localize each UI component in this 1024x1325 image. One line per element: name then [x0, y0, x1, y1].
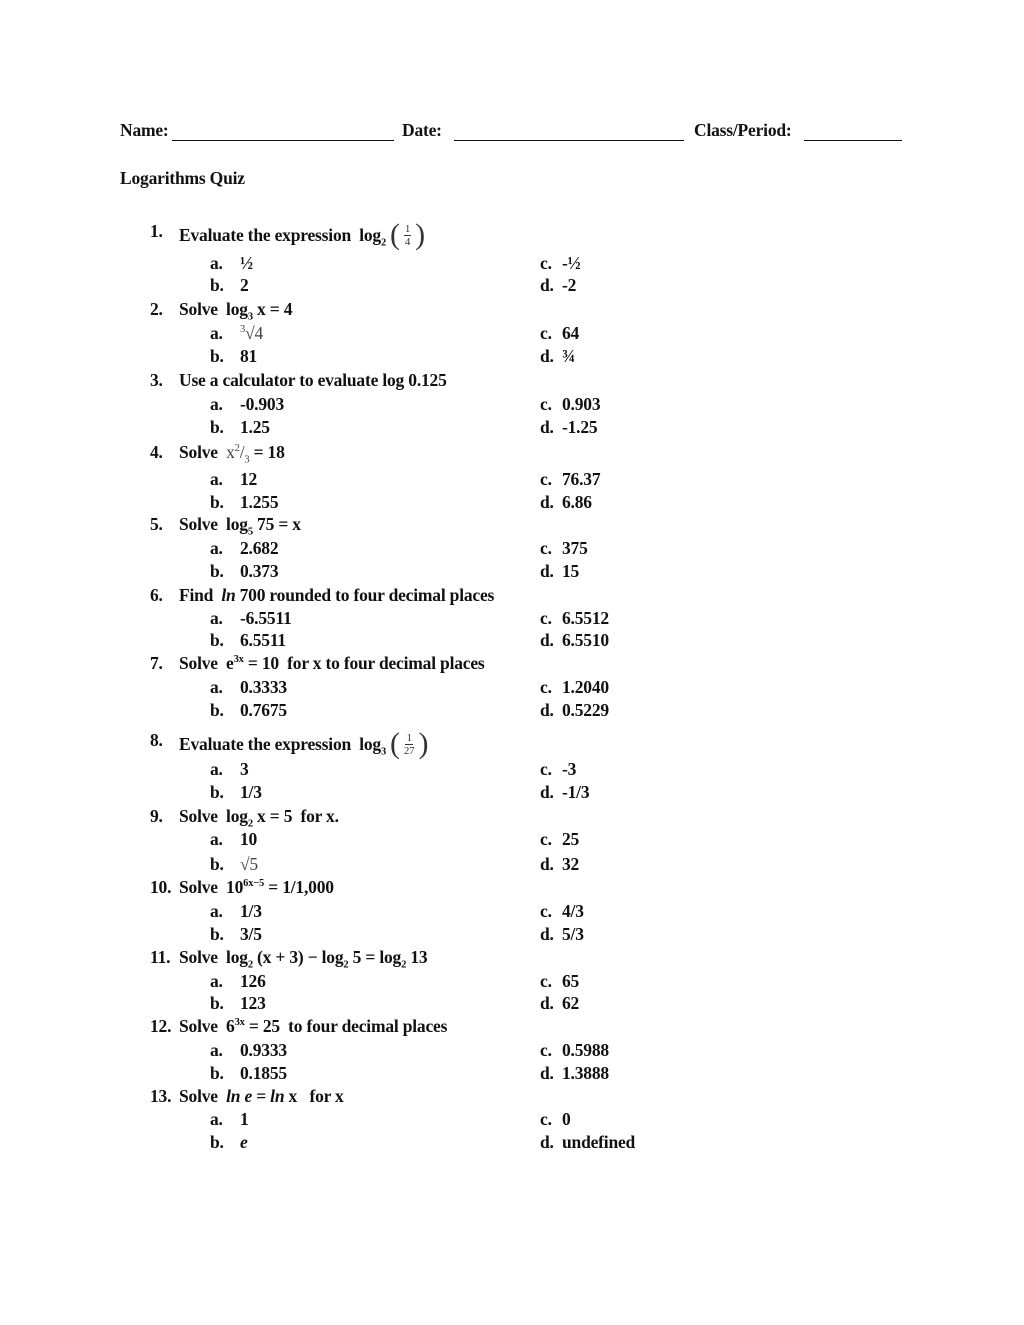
fraction: $\frac{1}{4}$ — [404, 222, 411, 248]
option-d[interactable]: d. ¾ — [540, 346, 575, 366]
option-d[interactable]: d. 15 — [540, 561, 580, 581]
option-d[interactable]: d. 0.5229 — [540, 700, 609, 720]
option-a[interactable]: a. -0.903 — [210, 394, 285, 414]
question-text: Evaluate the expression $\log_2$ ( $\frac{1}{4}$ ) — [179, 218, 425, 251]
question-text: Solve $\log_3 x = 4$ — [179, 299, 293, 323]
option-a[interactable]: a. -6.5511 — [210, 608, 292, 628]
question-number: 11. — [150, 947, 171, 967]
option-d[interactable]: d. undefined — [540, 1132, 636, 1152]
math-expression: $\log_5 75 = x$ — [221, 514, 301, 538]
date-label: Date: — [402, 120, 442, 140]
option-c[interactable]: c. 375 — [540, 538, 588, 558]
question-number: 9. — [150, 806, 163, 826]
name-field[interactable] — [120, 120, 169, 144]
math-expression: $\log_2 x = 5$ — [221, 806, 297, 830]
date-field[interactable] — [402, 120, 442, 144]
option-a[interactable]: a. 3 — [210, 759, 249, 779]
option-d[interactable]: d. 6.5510 — [540, 630, 609, 650]
option-d[interactable]: d. 5/3 — [540, 924, 584, 944]
option-a[interactable]: a. 12 — [210, 469, 258, 489]
question-number: 8. — [150, 730, 163, 750]
question-number: 13. — [150, 1086, 172, 1106]
option-d[interactable]: d. -2 — [540, 275, 577, 295]
option-c[interactable]: c. 76.37 — [540, 469, 601, 489]
option-b[interactable]: b. 1/3 — [210, 782, 262, 802]
option-a[interactable]: a. 0.3333 — [210, 677, 287, 697]
math-expression: $10^{6x-5} = 1/1,000$ — [221, 877, 334, 897]
option-a[interactable]: a. 2.682 — [210, 538, 279, 558]
math-expression: $\log_3$ — [355, 734, 387, 758]
question-text: Solve $10^{6x-5} = 1/1,000$ — [179, 877, 334, 897]
square-root-expression: √5 — [240, 854, 258, 874]
fraction: $\frac{1}{27}$ — [403, 731, 415, 757]
question-number: 1. — [150, 221, 163, 241]
option-b[interactable]: b. 1.25 — [210, 417, 270, 437]
option-b[interactable]: b. 0.1855 — [210, 1063, 287, 1083]
name-blank-line[interactable] — [172, 140, 394, 141]
class-period-field[interactable] — [694, 120, 792, 144]
option-a[interactable]: a. $^3$√4 — [210, 323, 264, 343]
option-d[interactable]: d. 62 — [540, 993, 580, 1013]
math-expression: $e^{3x} = 10$ — [221, 653, 284, 673]
option-a[interactable]: a. 10 — [210, 829, 258, 849]
option-c[interactable]: c. 6.5512 — [540, 608, 609, 628]
option-d[interactable]: d. 1.3888 — [540, 1063, 609, 1083]
option-b[interactable]: b. 81 — [210, 346, 258, 366]
class-period-blank-line[interactable] — [804, 140, 902, 141]
option-b[interactable]: b. 123 — [210, 993, 266, 1013]
option-b[interactable]: b. 2 — [210, 275, 249, 295]
math-expression: $\log_3 x = 4$ — [221, 299, 293, 323]
question-text: Solve $\log_5 75 = x$ — [179, 514, 301, 538]
option-c[interactable]: c. 25 — [540, 829, 580, 849]
name-label: Name: — [120, 120, 169, 140]
option-a[interactable]: a. 0.9333 — [210, 1040, 287, 1060]
option-d[interactable]: d. -1.25 — [540, 417, 598, 437]
math-expression: $6^{3x} = 25$ — [221, 1016, 285, 1036]
math-expression: $x^2/_3 = 18$ — [226, 442, 285, 466]
option-b[interactable]: b. 1.255 — [210, 492, 279, 512]
option-c[interactable]: c. -½ — [540, 253, 581, 273]
option-d[interactable]: d. -1/3 — [540, 782, 590, 802]
question-text: Find ln 700 rounded to four decimal places — [179, 585, 495, 605]
option-c[interactable]: c. 0.903 — [540, 394, 601, 414]
option-a[interactable]: a. 1/3 — [210, 901, 262, 921]
option-b[interactable]: b. 6.5511 — [210, 630, 286, 650]
option-b[interactable]: b. 0.373 — [210, 561, 279, 581]
question-number: 4. — [150, 442, 163, 462]
question-text: Solve ln e = ln x for x — [179, 1086, 344, 1106]
question-text: Solve $\log_2 x = 5$ for x. — [179, 806, 339, 830]
question-number: 10. — [150, 877, 172, 897]
math-expression: ln e = ln x — [226, 1086, 306, 1106]
option-c[interactable]: c. 0.5988 — [540, 1040, 609, 1060]
option-d[interactable]: d. 6.86 — [540, 492, 592, 512]
question-number: 6. — [150, 585, 163, 605]
question-number: 5. — [150, 514, 163, 534]
question-number: 2. — [150, 299, 163, 319]
question-number: 3. — [150, 370, 163, 390]
question-text: Evaluate the expression $\log_3$ ( $\frac{1}{27}$ ) — [179, 727, 429, 760]
question-text: Solve $x^2/_3 = 18$ — [179, 442, 285, 466]
option-b[interactable]: b. 3/5 — [210, 924, 262, 944]
option-c[interactable]: c. -3 — [540, 759, 577, 779]
option-a[interactable]: a. 1 — [210, 1109, 249, 1129]
question-text: Solve $\log_2 (x + 3) - \log_2 5 = \log_2 13$ — [179, 947, 428, 971]
ln-symbol: ln — [217, 585, 236, 605]
question-number: 7. — [150, 653, 163, 673]
math-expression: $\log_2$ — [355, 225, 387, 249]
question-text: Use a calculator to evaluate log 0.125 — [179, 370, 447, 390]
option-b[interactable]: b. √5 — [210, 854, 258, 874]
option-d[interactable]: d. 32 — [540, 854, 580, 874]
date-blank-line[interactable] — [454, 140, 684, 141]
option-a[interactable]: a. 126 — [210, 971, 266, 991]
cube-root-expression: $^3$√4 — [240, 323, 264, 343]
option-c[interactable]: c. 1.2040 — [540, 677, 609, 697]
quiz-title: Logarithms Quiz — [120, 168, 245, 188]
option-c[interactable]: c. 65 — [540, 971, 580, 991]
option-b[interactable]: b. e — [210, 1132, 248, 1152]
option-c[interactable]: c. 0 — [540, 1109, 571, 1129]
question-text: Solve $e^{3x} = 10$ for x to four decimal places — [179, 653, 485, 673]
option-b[interactable]: b. 0.7675 — [210, 700, 287, 720]
math-expression: $\log_2 (x + 3) - \log_2 5 = \log_2 13$ — [221, 947, 428, 971]
class-period-label: Class/Period: — [694, 120, 792, 140]
option-a[interactable]: a. ½ — [210, 253, 253, 273]
option-c[interactable]: c. 4/3 — [540, 901, 584, 921]
question-number: 12. — [150, 1016, 172, 1036]
question-text: Solve $6^{3x} = 25$ to four decimal places — [179, 1016, 448, 1036]
option-c[interactable]: c. 64 — [540, 323, 580, 343]
